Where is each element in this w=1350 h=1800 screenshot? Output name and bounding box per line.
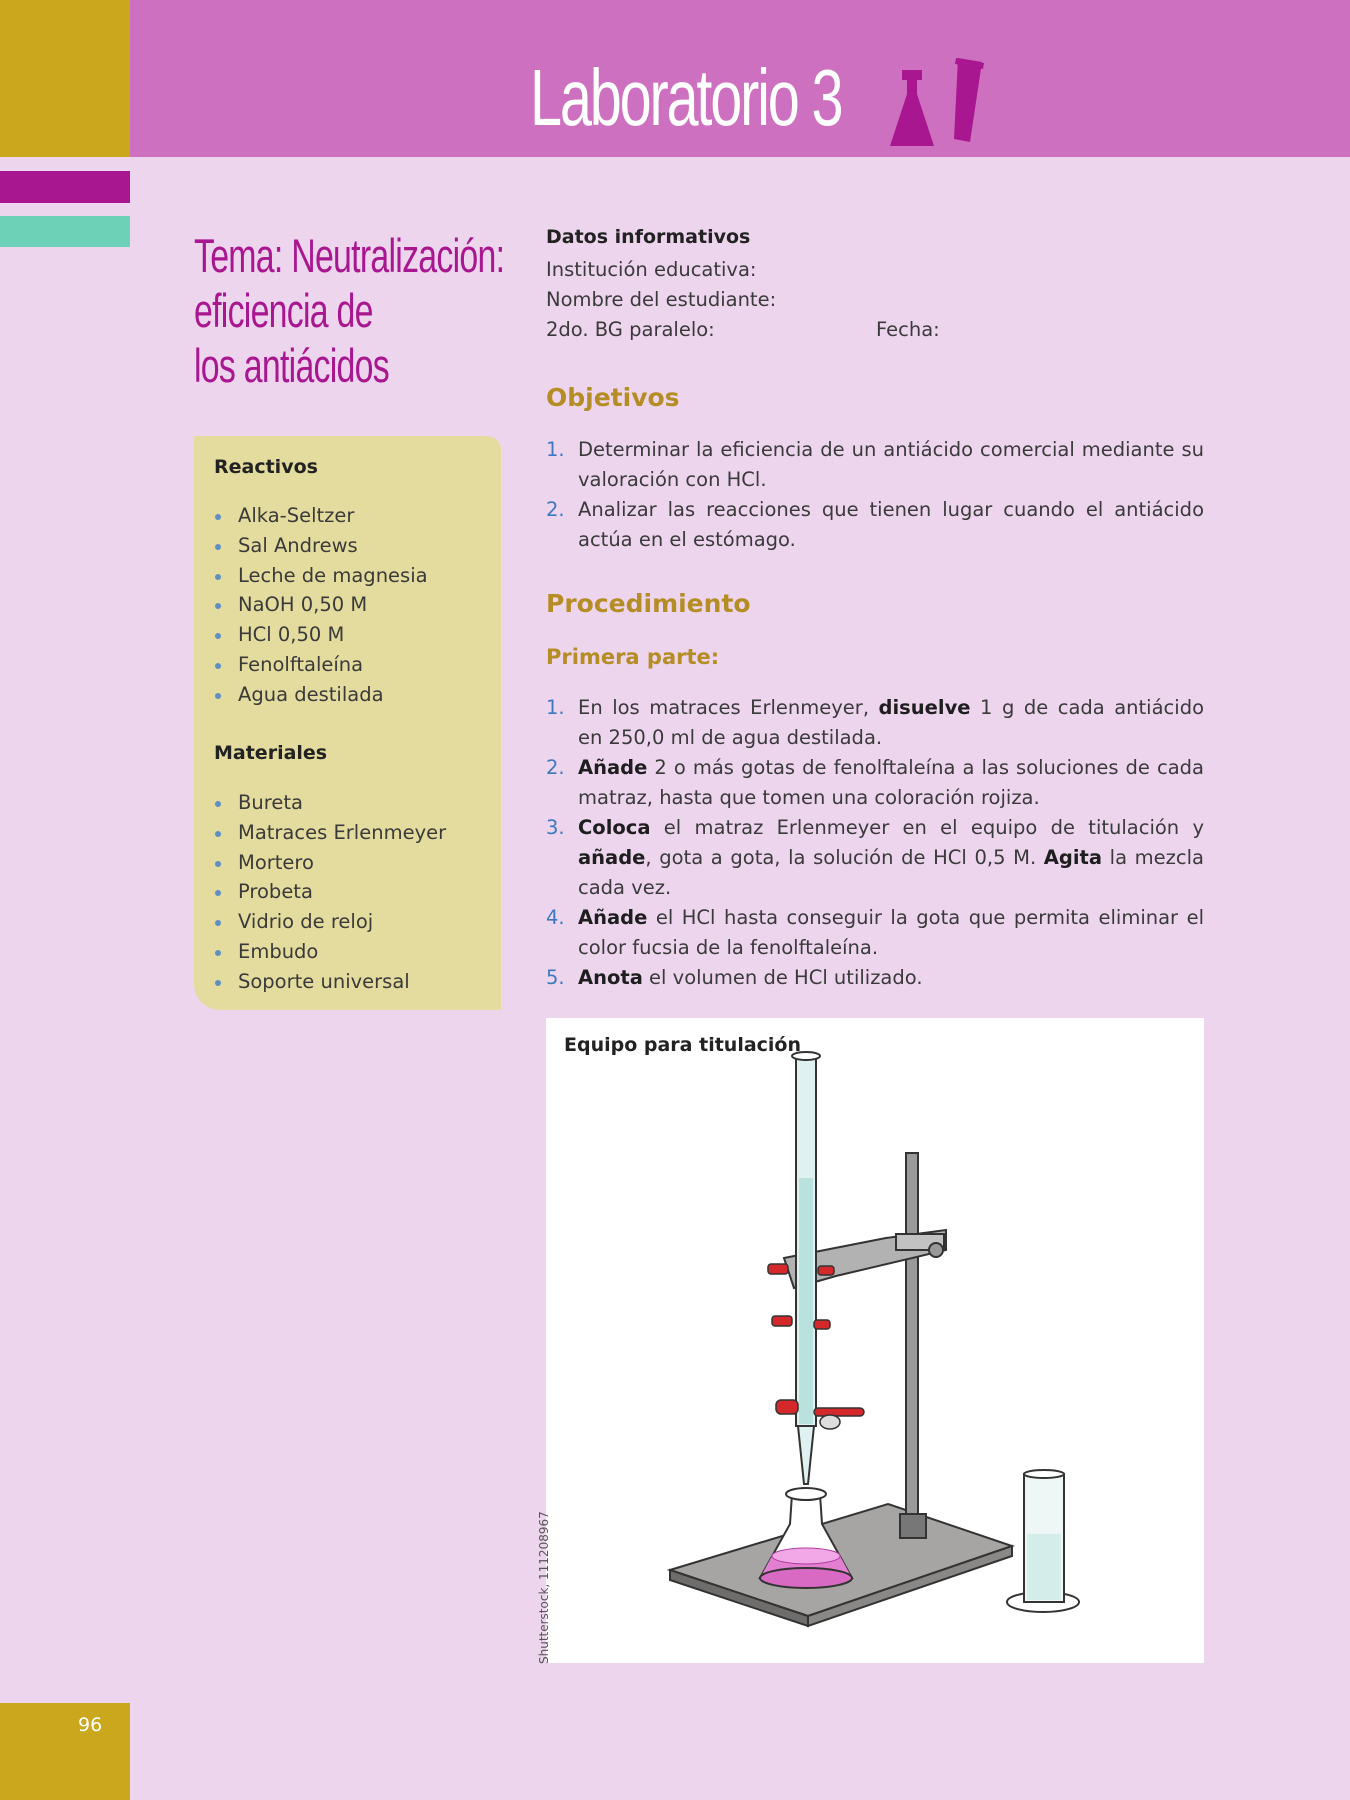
- list-item: 5. Anota el volumen de HCl utilizado.: [546, 966, 923, 989]
- institucion-label: Institución educativa:: [546, 258, 757, 281]
- list-item: Bureta: [238, 788, 446, 818]
- list-item: HCl 0,50 M: [238, 620, 428, 650]
- bullet-icon: [215, 663, 221, 669]
- list-item: Leche de magnesia: [238, 561, 428, 591]
- page-title: Laboratorio 3: [530, 53, 842, 142]
- bullet-icon: [215, 544, 221, 550]
- bullet-icon: [215, 574, 221, 580]
- bullet-icon: [215, 920, 221, 926]
- corner-block: [0, 0, 130, 157]
- list-item: 2. Añade 2 o más gotas de fenolftaleína a las soluciones de cada matraz, hasta que tomen una coloración rojiza.: [546, 756, 1204, 809]
- list-item: Embudo: [238, 937, 446, 967]
- procedimiento-heading: Procedimiento: [546, 589, 751, 618]
- photo-credit: Shutterstock, 111208967: [537, 1511, 551, 1664]
- list-item: 1. Determinar la eficiencia de un antiácido comercial mediante su valoración con HCl.: [546, 438, 1204, 491]
- reactivos-heading: Reactivos: [214, 456, 318, 478]
- list-item: Vidrio de reloj: [238, 907, 446, 937]
- primera-parte-subheading: Primera parte:: [546, 645, 720, 669]
- topic-line-1: Tema: Neutralización:: [194, 229, 505, 282]
- bullet-icon: [215, 801, 221, 807]
- topic-line-3: los antiácidos: [194, 339, 389, 392]
- stripe-teal: [0, 216, 130, 247]
- list-item: 2. Analizar las reacciones que tienen lugar cuando el antiácido actúa en el estómago.: [546, 498, 1204, 551]
- bullet-icon: [215, 980, 221, 986]
- list-item: Sal Andrews: [238, 531, 428, 561]
- list-item: 1. En los matraces Erlenmeyer, disuelve 1 g de cada antiácido en 250,0 ml de agua destilada.: [546, 696, 1204, 749]
- page-number: 96: [78, 1714, 103, 1736]
- figure-caption: Equipo para titulación: [564, 1034, 802, 1056]
- bullet-icon: [215, 603, 221, 609]
- bullet-icon: [215, 950, 221, 956]
- objetivos-list: [546, 435, 1204, 555]
- topic-line-2: eficiencia de: [194, 284, 373, 337]
- footer-block: [0, 1703, 130, 1800]
- list-item: Agua destilada: [238, 680, 428, 710]
- titration-illustration: [546, 1018, 1204, 1663]
- list-item: Mortero: [238, 848, 446, 878]
- procedimiento-steps: [546, 693, 1204, 993]
- paralelo-label: 2do. BG paralelo:: [546, 318, 715, 341]
- list-item: NaOH 0,50 M: [238, 590, 428, 620]
- bullet-icon: [215, 831, 221, 837]
- list-item: Soporte universal: [238, 967, 446, 997]
- list-item: Matraces Erlenmeyer: [238, 818, 446, 848]
- materiales-heading: Materiales: [214, 742, 328, 764]
- bullet-icon: [215, 890, 221, 896]
- objetivos-heading: Objetivos: [546, 383, 680, 412]
- stripe-magenta: [0, 171, 130, 203]
- list-item: 4. Añade el HCl hasta conseguir la gota que permita eliminar el color fucsia de la fenolftaleína.: [546, 906, 1204, 959]
- bullet-icon: [215, 693, 221, 699]
- bullet-icon: [215, 633, 221, 639]
- bullet-icon: [215, 514, 221, 520]
- estudiante-label: Nombre del estudiante:: [546, 288, 777, 311]
- list-item: Alka-Seltzer: [238, 501, 428, 531]
- list-item: 3. Coloca el matraz Erlenmeyer en el equipo de titulación y añade, gota a gota, la solución de HCl 0,5 M. Agita la mezcla cada vez.: [546, 816, 1204, 899]
- list-item: Fenolftaleína: [238, 650, 428, 680]
- reactivos-list: [238, 501, 428, 710]
- materiales-list: [238, 788, 446, 997]
- topic-title: [194, 228, 524, 393]
- sidebar-box: [194, 436, 501, 1010]
- datos-heading: Datos informativos: [546, 226, 751, 248]
- flask-icon: [884, 58, 994, 150]
- list-item: Probeta: [238, 877, 446, 907]
- fecha-label: Fecha:: [876, 318, 940, 341]
- bullet-icon: [215, 861, 221, 867]
